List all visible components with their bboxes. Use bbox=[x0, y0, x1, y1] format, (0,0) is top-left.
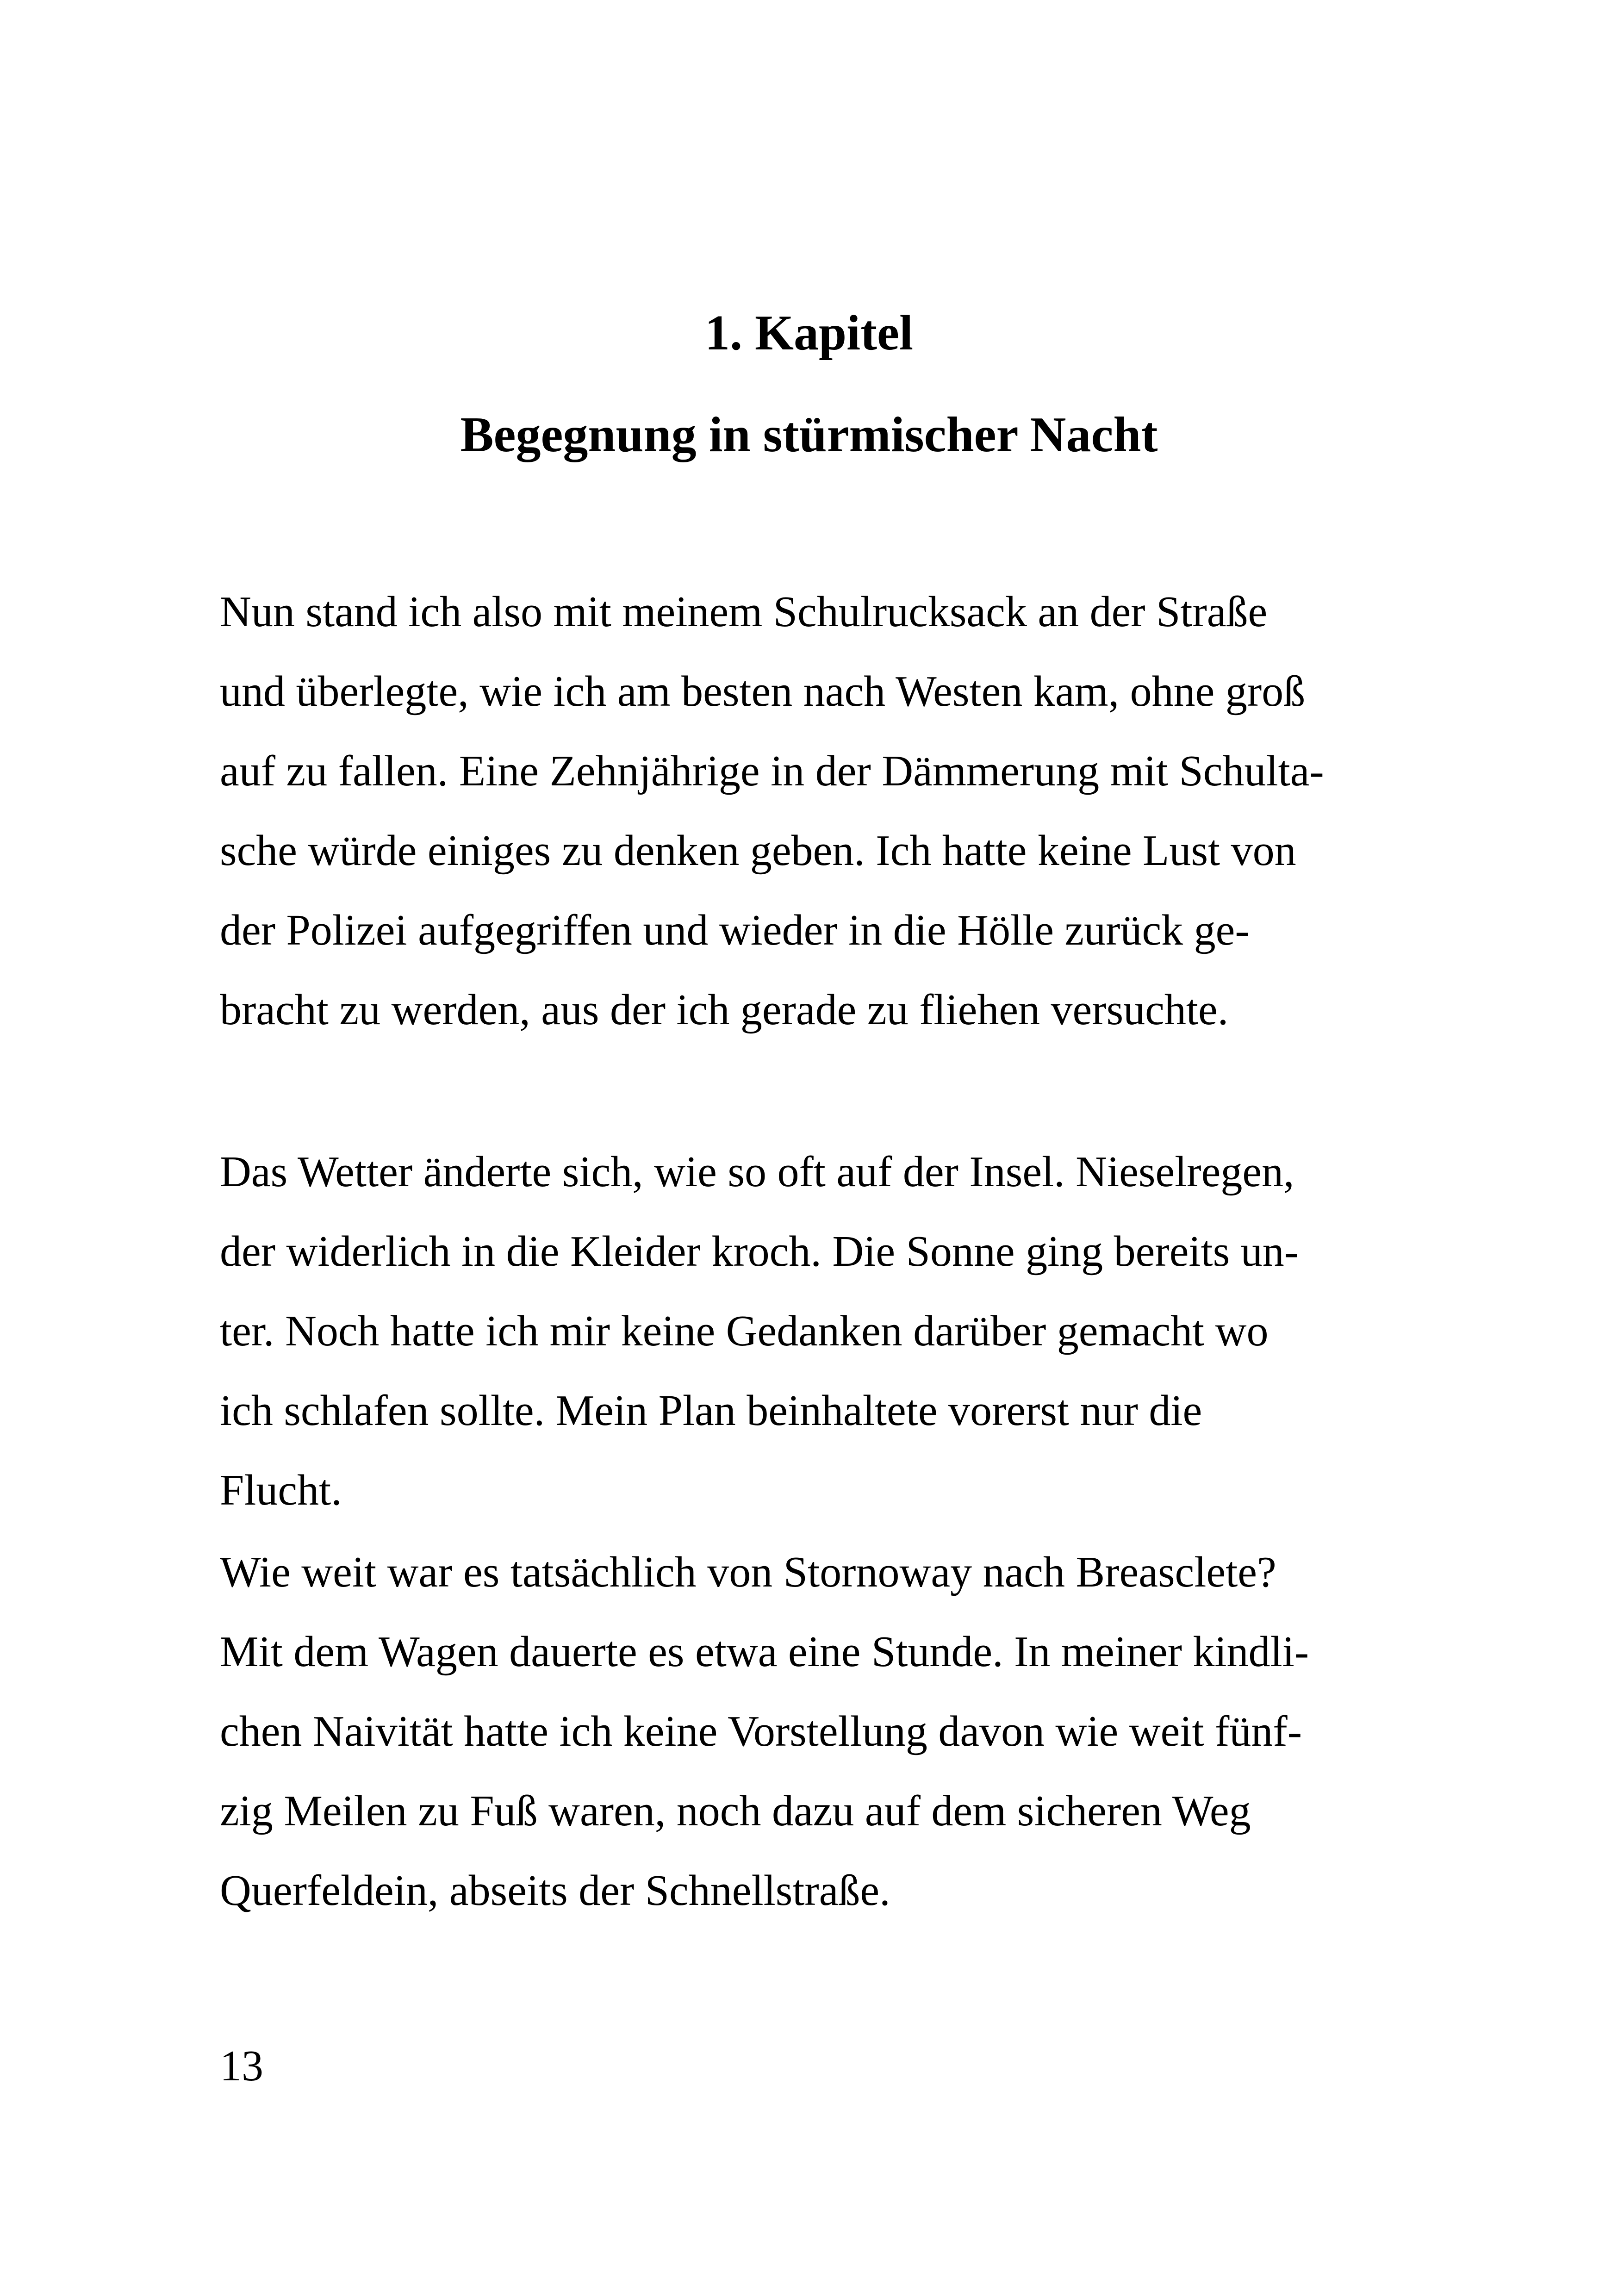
text-line: chen Naivität hatte ich keine Vorstellung davon wie weit fünf- bbox=[220, 1707, 1302, 1755]
text-line: ich schlafen sollte. Mein Plan beinhaltete vorerst nur die bbox=[220, 1387, 1202, 1435]
text-line: und überlegte, wie ich am besten nach Westen kam, ohne groß bbox=[220, 667, 1306, 716]
page-number: 13 bbox=[220, 2042, 263, 2090]
text-line: Querfeldein, abseits der Schnellstraße. bbox=[220, 1867, 890, 1915]
text-line: Nun stand ich also mit meinem Schulrucksack an der Straße bbox=[220, 588, 1268, 636]
text-line: der widerlich in die Kleider kroch. Die Sonne ging bereits un- bbox=[220, 1227, 1299, 1276]
paragraph-3 bbox=[220, 1532, 1405, 1930]
text-line: Mit dem Wagen dauerte es etwa eine Stunde. In meiner kindli- bbox=[220, 1628, 1309, 1676]
chapter-title: Begegnung in stürmischer Nacht bbox=[460, 407, 1158, 462]
text-line: der Polizei aufgegriffen und wieder in die Hölle zurück ge- bbox=[220, 906, 1250, 954]
paragraph-1 bbox=[220, 572, 1405, 1050]
text-line: auf zu fallen. Eine Zehnjährige in der Dämmerung mit Schulta- bbox=[220, 747, 1324, 795]
text-line: Wie weit war es tatsächlich von Stornoway nach Breasclete? bbox=[220, 1548, 1276, 1596]
text-line: bracht zu werden, aus der ich gerade zu fliehen versuchte. bbox=[220, 986, 1229, 1034]
text-line: zig Meilen zu Fuß waren, noch dazu auf dem sicheren Weg bbox=[220, 1787, 1251, 1835]
text-line: sche würde einiges zu denken geben. Ich hatte keine Lust von bbox=[220, 827, 1296, 875]
chapter-number: 1. Kapitel bbox=[705, 305, 913, 361]
text-line: ter. Noch hatte ich mir keine Gedanken darüber gemacht wo bbox=[220, 1307, 1269, 1355]
text-line: Das Wetter änderte sich, wie so oft auf der Insel. Nieselregen, bbox=[220, 1148, 1294, 1196]
paragraph-2 bbox=[220, 1132, 1405, 1530]
text-line: Flucht. bbox=[220, 1466, 342, 1514]
